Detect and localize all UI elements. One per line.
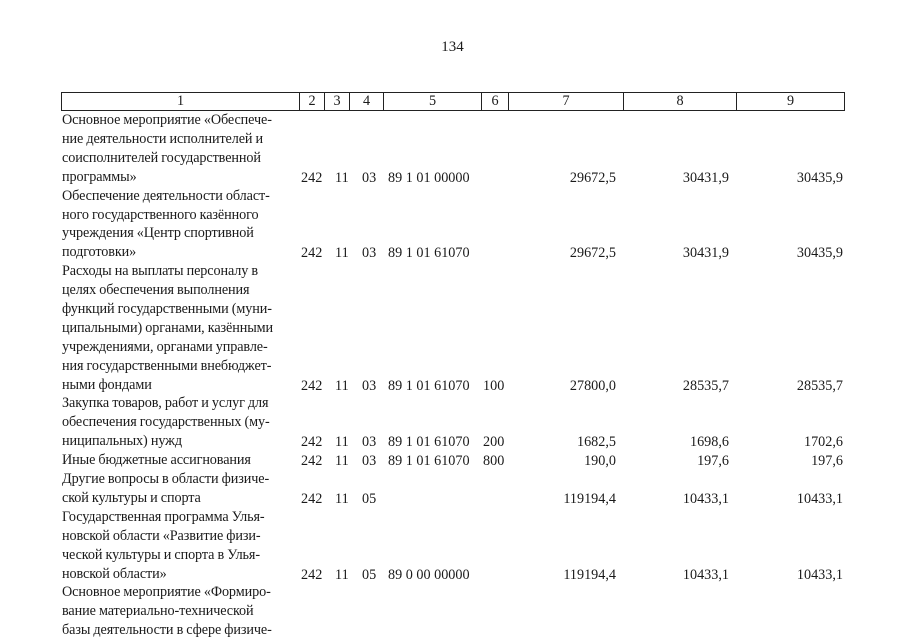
cell-grbs: 242 <box>301 566 323 583</box>
cell-year-3: 10433,1 <box>796 490 843 507</box>
row-description <box>62 470 297 508</box>
cell-grbs: 242 <box>301 490 323 507</box>
table-header <box>61 92 845 111</box>
cell-section: 11 <box>335 245 349 262</box>
header-col-9: 9 <box>736 93 844 110</box>
cell-year-1: 119194,4 <box>563 490 616 507</box>
description-line: ного государственного казённого <box>62 206 259 223</box>
description-line: Обеспечение деятельности област- <box>62 187 270 204</box>
cell-subsection: 03 <box>362 377 377 394</box>
cell-grbs: 242 <box>301 434 323 451</box>
description-line: ципальными) органами, казёнными <box>62 319 274 336</box>
table-row <box>0 187 905 263</box>
cell-subsection: 03 <box>362 245 377 262</box>
header-col-4: 4 <box>349 93 383 110</box>
row-description <box>62 394 297 451</box>
cell-year-2: 30431,9 <box>682 245 729 262</box>
table-row <box>0 583 905 640</box>
row-description <box>62 583 297 640</box>
cell-year-2: 197,6 <box>697 453 729 470</box>
table-row <box>0 508 905 584</box>
cell-year-1: 27800,0 <box>569 377 616 394</box>
cell-target-article: 89 1 01 61070 <box>388 377 470 394</box>
cell-year-2: 28535,7 <box>682 377 729 394</box>
description-line: новской области «Развитие физи- <box>62 527 261 544</box>
cell-expense-type: 800 <box>483 453 505 470</box>
description-line: ческой культуры и спорта в Улья- <box>62 546 260 563</box>
cell-section: 11 <box>335 377 349 394</box>
page-number: 134 <box>441 39 464 55</box>
cell-year-3: 10433,1 <box>796 566 843 583</box>
cell-year-1: 190,0 <box>584 453 616 470</box>
cell-year-1: 119194,4 <box>563 566 616 583</box>
row-description <box>62 451 297 470</box>
header-col-3: 3 <box>324 93 349 110</box>
cell-subsection: 03 <box>362 453 377 470</box>
description-line: ниципальных) нужд <box>62 433 182 450</box>
table-row <box>0 451 905 470</box>
cell-year-3: 30435,9 <box>796 245 843 262</box>
cell-year-3: 1702,6 <box>803 434 843 451</box>
description-line: Государственная программа Улья- <box>62 508 265 525</box>
cell-grbs: 242 <box>301 169 323 186</box>
description-line: Другие вопросы в области физиче- <box>62 471 270 488</box>
description-line: функций государственными (муни- <box>62 301 272 317</box>
description-line: подготовки» <box>62 244 137 261</box>
header-col-1: 1 <box>176 93 185 109</box>
cell-target-article: 89 1 01 00000 <box>388 169 470 186</box>
description-line: учреждениями, органами управле- <box>62 338 268 355</box>
description-line: обеспечения государственных (му- <box>62 414 270 431</box>
description-line: вание материально-технической <box>62 603 254 620</box>
cell-section: 11 <box>335 169 349 186</box>
description-line: Основное мероприятие «Обеспече- <box>62 112 272 128</box>
cell-year-2: 30431,9 <box>682 169 729 186</box>
header-col-5: 5 <box>383 93 481 110</box>
description-line: Иные бюджетные ассигнования <box>62 452 251 469</box>
cell-target-article: 89 1 01 61070 <box>388 453 470 470</box>
cell-grbs: 242 <box>301 453 323 470</box>
description-line: соисполнителей государственной <box>62 149 261 166</box>
description-line: программы» <box>62 168 137 185</box>
cell-year-3: 30435,9 <box>796 169 843 186</box>
description-line: Закупка товаров, работ и услуг для <box>62 395 269 412</box>
description-line: базы деятельности в сфере физиче- <box>62 622 272 639</box>
cell-target-article: 89 0 00 00000 <box>388 566 470 583</box>
description-line: ской культуры и спорта <box>62 489 201 506</box>
table-row <box>0 470 905 508</box>
description-line: целях обеспечения выполнения <box>62 282 250 299</box>
cell-year-1: 29672,5 <box>569 169 616 186</box>
description-line: ния государственными внебюджет- <box>62 357 272 374</box>
table-row <box>0 262 905 394</box>
cell-grbs: 242 <box>301 377 323 394</box>
cell-section: 11 <box>335 434 349 451</box>
cell-target-article: 89 1 01 61070 <box>388 434 470 451</box>
cell-section: 11 <box>335 566 349 583</box>
description-line: ние деятельности исполнителей и <box>62 130 264 147</box>
cell-year-1: 29672,5 <box>569 245 616 262</box>
row-description <box>62 187 297 263</box>
row-description <box>62 508 297 584</box>
cell-subsection: 05 <box>362 566 377 583</box>
cell-subsection: 03 <box>362 169 377 186</box>
description-line: учреждения «Центр спортивной <box>62 225 254 242</box>
cell-section: 11 <box>335 453 349 470</box>
cell-subsection: 03 <box>362 434 377 451</box>
header-col-2: 2 <box>299 93 324 110</box>
cell-expense-type: 200 <box>483 434 505 451</box>
cell-expense-type: 100 <box>483 377 505 394</box>
description-line: Расходы на выплаты персоналу в <box>62 263 258 280</box>
cell-year-2: 10433,1 <box>682 490 729 507</box>
cell-section: 11 <box>335 490 349 507</box>
cell-year-1: 1682,5 <box>576 434 616 451</box>
row-description <box>62 262 297 394</box>
cell-grbs: 242 <box>301 245 323 262</box>
cell-year-2: 1698,6 <box>689 434 729 451</box>
description-line: ными фондами <box>62 376 152 393</box>
cell-year-3: 28535,7 <box>796 377 843 394</box>
header-col-8: 8 <box>623 93 736 110</box>
header-col-7: 7 <box>508 93 623 110</box>
row-description <box>62 111 297 187</box>
cell-year-2: 10433,1 <box>682 566 729 583</box>
header-col-6: 6 <box>481 93 508 110</box>
cell-target-article: 89 1 01 61070 <box>388 245 470 262</box>
table-row <box>0 394 905 451</box>
description-line: Основное мероприятие «Формиро- <box>62 584 271 601</box>
cell-year-3: 197,6 <box>811 453 843 470</box>
table-row <box>0 111 905 187</box>
cell-subsection: 05 <box>362 490 377 507</box>
description-line: новской области» <box>62 565 167 582</box>
table-body <box>0 111 905 640</box>
